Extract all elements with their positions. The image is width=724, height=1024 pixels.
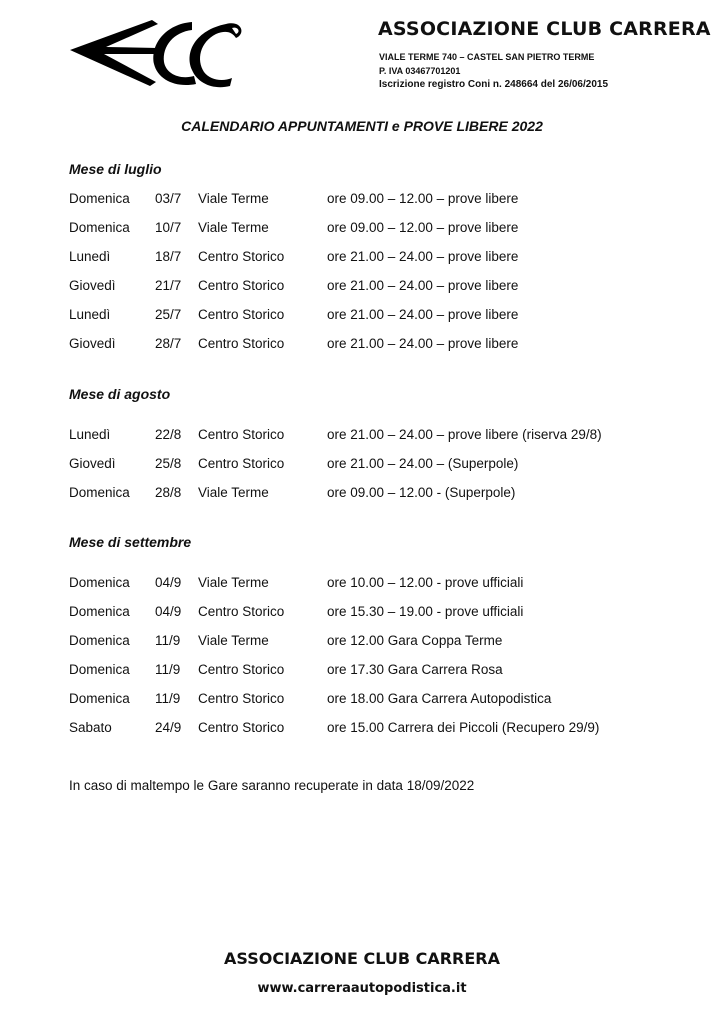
row-date: 22/8	[155, 427, 182, 442]
row-location: Viale Terme	[198, 220, 269, 235]
row-day: Lunedì	[69, 249, 111, 264]
row-date: 25/7	[155, 307, 182, 322]
schedule-row	[0, 249, 724, 269]
row-day: Lunedì	[69, 307, 111, 322]
row-date: 18/7	[155, 249, 182, 264]
row-location: Viale Terme	[198, 191, 269, 206]
acc-logo	[66, 14, 246, 90]
month-heading-settembre: Mese di settembre	[69, 534, 192, 550]
schedule-row	[0, 191, 724, 211]
schedule-row	[0, 720, 724, 740]
row-date: 10/7	[155, 220, 182, 235]
row-date: 11/9	[155, 691, 181, 706]
row-day: Giovedì	[69, 278, 116, 293]
schedule-row	[0, 278, 724, 298]
schedule-row	[0, 633, 724, 653]
month-heading-agosto: Mese di agosto	[69, 386, 171, 402]
row-day: Domenica	[69, 220, 130, 235]
row-description: ore 21.00 – 24.00 – prove libere (riserva 29/8)	[327, 427, 602, 442]
row-description: ore 21.00 – 24.00 – prove libere	[327, 307, 519, 322]
row-date: 04/9	[155, 604, 182, 619]
row-day: Domenica	[69, 191, 130, 206]
row-date: 28/8	[155, 485, 182, 500]
row-location: Centro Storico	[198, 604, 285, 619]
row-description: ore 09.00 – 12.00 – prove libere	[327, 220, 519, 235]
org-address: VIALE TERME 740 – CASTEL SAN PIETRO TERME	[379, 52, 595, 62]
schedule-row	[0, 427, 724, 447]
schedule-row	[0, 485, 724, 505]
schedule-row	[0, 575, 724, 595]
row-location: Centro Storico	[198, 662, 285, 677]
row-description: ore 21.00 – 24.00 – prove libere	[327, 336, 519, 351]
row-description: ore 21.00 – 24.00 – prove libere	[327, 249, 519, 264]
row-location: Centro Storico	[198, 456, 285, 471]
row-description: ore 12.00 Gara Coppa Terme	[327, 633, 503, 648]
schedule-row	[0, 220, 724, 240]
row-location: Viale Terme	[198, 575, 269, 590]
org-registry: Iscrizione registro Coni n. 248664 del 26/06/2015	[379, 79, 608, 90]
row-location: Centro Storico	[198, 336, 285, 351]
schedule-row	[0, 604, 724, 624]
schedule-row	[0, 456, 724, 476]
row-location: Centro Storico	[198, 427, 285, 442]
month-heading-luglio: Mese di luglio	[69, 161, 162, 177]
footer-org-name: ASSOCIAZIONE CLUB CARRERA	[224, 949, 500, 968]
row-date: 04/9	[155, 575, 182, 590]
row-day: Lunedì	[69, 427, 111, 442]
row-date: 03/7	[155, 191, 182, 206]
row-day: Domenica	[69, 575, 130, 590]
row-location: Centro Storico	[198, 278, 285, 293]
row-description: ore 09.00 – 12.00 – prove libere	[327, 191, 519, 206]
row-description: ore 09.00 – 12.00 - (Superpole)	[327, 485, 516, 500]
row-description: ore 21.00 – 24.00 – prove libere	[327, 278, 519, 293]
row-description: ore 15.30 – 19.00 - prove ufficiali	[327, 604, 524, 619]
row-location: Viale Terme	[198, 633, 269, 648]
row-location: Centro Storico	[198, 691, 285, 706]
row-description: ore 15.00 Carrera dei Piccoli (Recupero 29/9)	[327, 720, 600, 735]
org-name: ASSOCIAZIONE CLUB CARRERA	[378, 18, 711, 40]
row-day: Domenica	[69, 691, 130, 706]
row-day: Domenica	[69, 662, 130, 677]
row-location: Centro Storico	[198, 307, 285, 322]
row-date: 11/9	[155, 633, 181, 648]
schedule-row	[0, 307, 724, 327]
row-day: Domenica	[69, 633, 130, 648]
row-location: Viale Terme	[198, 485, 269, 500]
row-location: Centro Storico	[198, 720, 285, 735]
row-day: Giovedì	[69, 336, 116, 351]
row-day: Domenica	[69, 485, 130, 500]
row-date: 25/8	[155, 456, 182, 471]
weather-note: In caso di maltempo le Gare saranno recuperate in data 18/09/2022	[69, 778, 475, 793]
row-date: 21/7	[155, 278, 182, 293]
org-vat: P. IVA 03467701201	[379, 66, 461, 76]
row-date: 24/9	[155, 720, 182, 735]
row-description: ore 21.00 – 24.00 – (Superpole)	[327, 456, 519, 471]
row-description: ore 17.30 Gara Carrera Rosa	[327, 662, 503, 677]
schedule-row	[0, 336, 724, 356]
row-description: ore 18.00 Gara Carrera Autopodistica	[327, 691, 552, 706]
row-date: 11/9	[155, 662, 181, 677]
document-title: CALENDARIO APPUNTAMENTI e PROVE LIBERE 2022	[181, 118, 543, 134]
row-day: Sabato	[69, 720, 112, 735]
row-day: Domenica	[69, 604, 130, 619]
footer-website: www.carreraautopodistica.it	[257, 981, 467, 996]
row-location: Centro Storico	[198, 249, 285, 264]
row-day: Giovedì	[69, 456, 116, 471]
row-date: 28/7	[155, 336, 182, 351]
row-description: ore 10.00 – 12.00 - prove ufficiali	[327, 575, 524, 590]
schedule-row	[0, 691, 724, 711]
schedule-row	[0, 662, 724, 682]
